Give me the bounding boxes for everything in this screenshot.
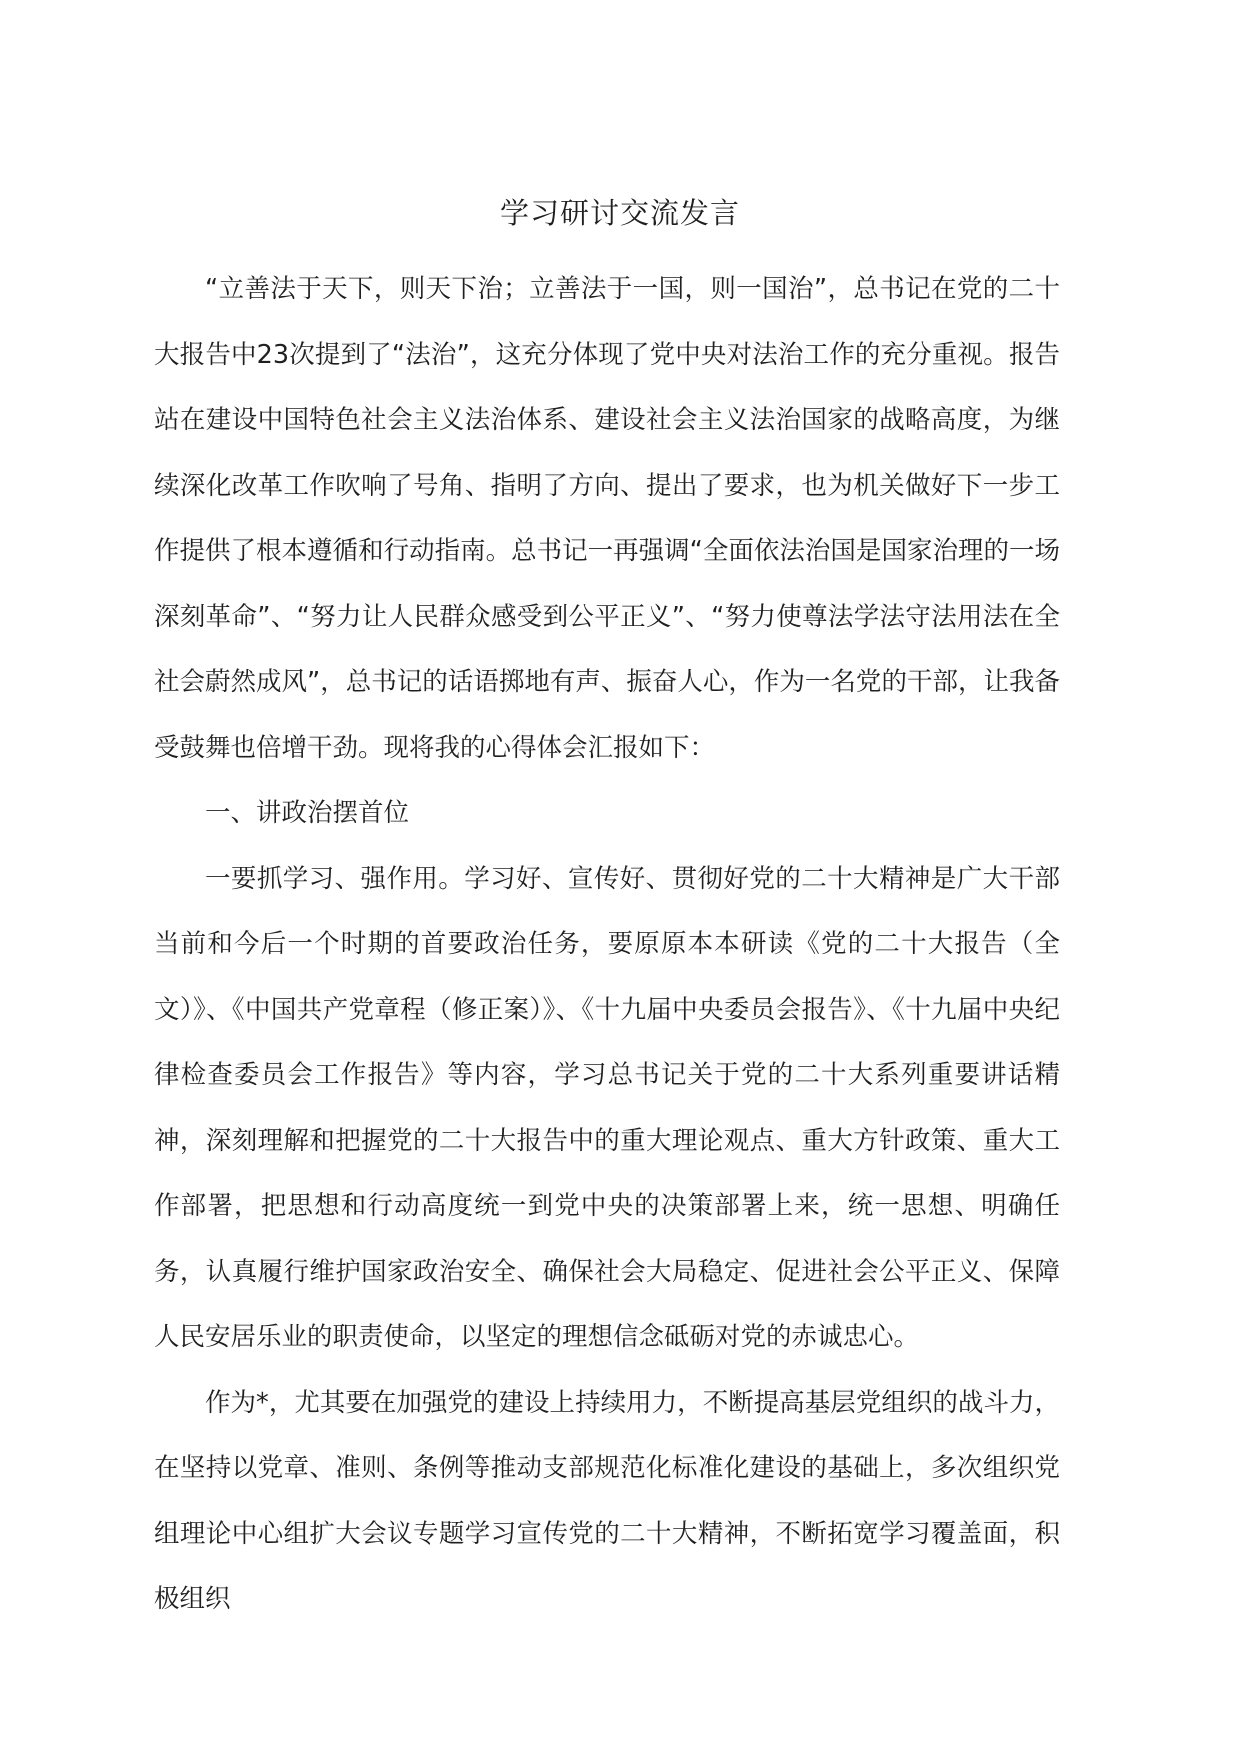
document-title: 学习研讨交流发言 xyxy=(499,196,740,230)
paragraph-intro: “立善法于天下，则天下治；立善法于一国，则一国治”，总书记在党的二十大报告中23次提到了“法治”，这充分体现了党中央对法治工作的充分重视。报告站在建设中国特色社会主义法治体系、建设社会主义法治国家的战略高度，为继续深化改革工作吹响了号角、指明了方向、提出了要求，也为机关做好下一步工作提供了根本遵循和行动指南。总书记一再强调“全面依法治国是国家治理的一场深刻革命”、“努力让人民群众感受到公平正义”、“努力使尊法学法守法用法在全社会蔚然成风”，总书记的话语掷地有声、振奋人心，作为一名党的干部，让我备受鼓舞也倍增干劲。现将我的心得体会汇报如下： xyxy=(154,274,1060,763)
paragraph-party-building: 作为*，尤其要在加强党的建设上持续用力，不断提高基层党组织的战斗力，在坚持以党章、准则、条例等推动支部规范化标准化建设的基础上，多次组织党组理论中心组扩大会议专题学习宣传党的二十大精神，不断拓宽学习覆盖面，积极组织 xyxy=(154,1387,1060,1614)
section-heading: 一、讲政治摆首位 xyxy=(205,798,410,828)
paragraph-study: 一要抓学习、强作用。学习好、宣传好、贯彻好党的二十大精神是广大干部当前和今后一个时期的首要政治任务，要原原本本研读《党的二十大报告（全文）》、《中国共产党章程（修正案）》、《十九届中央委员会报告》、《十九届中央纪律检查委员会工作报告》等内容，学习总书记关于党的二十大系列重要讲话精神，深刻理解和把握党的二十大报告中的重大理论观点、重大方针政策、重大工作部署，把思想和行动高度统一到党中央的决策部署上来，统一思想、明确任务，认真履行维护国家政治安全、确保社会大局稳定、促进社会公平正义、保障人民安居乐业的职责使命，以坚定的理想信念砥砺对党的赤诚忠心。 xyxy=(154,863,1060,1352)
document-body xyxy=(154,257,1060,1633)
